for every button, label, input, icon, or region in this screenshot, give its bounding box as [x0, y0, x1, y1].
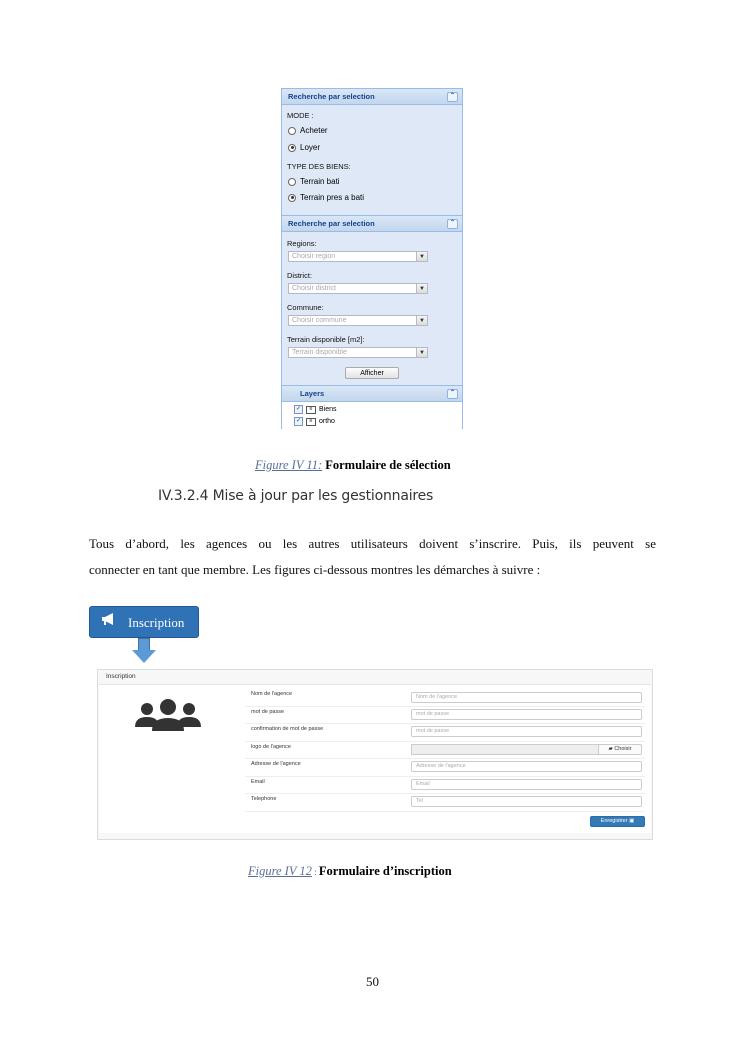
layers-section: [282, 385, 462, 430]
users-group-icon: [133, 695, 203, 735]
section-title: Layers: [300, 389, 325, 398]
field-label: logo de l'agence: [251, 744, 291, 750]
layer-icon: ≡: [306, 406, 316, 414]
terrain-label: Terrain disponible [m2]:: [287, 335, 365, 344]
chevron-down-icon[interactable]: ▼: [416, 251, 428, 262]
collapse-icon[interactable]: ⌃: [447, 92, 458, 102]
page-number: 50: [366, 974, 379, 989]
commune-placeholder: Choisir commune: [292, 317, 347, 324]
figure-reference: Figure IV 11:: [255, 458, 323, 472]
regions-label: Regions:: [287, 239, 317, 248]
radio-label: Loyer: [300, 143, 321, 152]
paragraph-line-1: Tous d’abord, les agences ou les autres utilisateurs doivent s’inscrire. Puis, ils peuvent se: [89, 536, 656, 551]
selection-section: [282, 89, 462, 215]
choose-label: Choisir: [614, 746, 632, 752]
chevron-down-icon[interactable]: ▼: [416, 315, 428, 326]
paragraph-line-2: connecter en tant que membre. Les figures ci-dessous montres les démarches à suivre :: [89, 562, 541, 577]
divider: [245, 776, 645, 777]
form-body: [99, 684, 651, 833]
field-label: mot de passe: [251, 709, 285, 715]
section-header[interactable]: [282, 89, 462, 105]
divider: [245, 723, 645, 724]
email-input[interactable]: Email: [411, 779, 642, 790]
layer-label: ortho: [319, 418, 335, 425]
folder-icon: ▰: [608, 746, 615, 752]
checkbox-icon[interactable]: ✓: [295, 418, 302, 424]
field-label: Email: [251, 779, 265, 785]
divider: [245, 811, 645, 812]
agency-name-input[interactable]: Nom de l'agence: [411, 692, 642, 703]
collapse-icon[interactable]: ⌃: [447, 219, 458, 229]
section-header[interactable]: [282, 216, 462, 232]
logo-file-input[interactable]: [411, 744, 600, 755]
radio-loyer[interactable]: [288, 143, 320, 152]
figure-reference: Figure IV 12: [248, 864, 312, 878]
divider: [245, 706, 645, 707]
address-input[interactable]: Adresse de l'agence: [411, 761, 642, 772]
field-label: Nom de l'agence: [251, 691, 293, 697]
section-heading: IV.3.2.4 Mise à jour par les gestionnaires: [158, 488, 434, 504]
type-label: TYPE DES BIENS:: [287, 162, 351, 171]
password-input[interactable]: mot de passe: [411, 709, 642, 720]
save-label: Enregistrer: [600, 818, 628, 824]
layer-label: Biens: [319, 406, 337, 413]
radio-label: Terrain bati: [300, 177, 340, 186]
choose-file-button[interactable]: [598, 744, 642, 755]
layers-list: [282, 402, 462, 430]
divider: [245, 793, 645, 794]
terrain-select[interactable]: [288, 347, 428, 358]
collapse-icon[interactable]: ⌃: [447, 389, 458, 399]
afficher-button[interactable]: Afficher: [345, 367, 399, 379]
figure-caption-11: [255, 458, 451, 473]
commune-select[interactable]: [288, 315, 428, 326]
section-title: Recherche par selection: [288, 219, 375, 228]
save-icon: ▣: [629, 818, 635, 824]
radio-icon[interactable]: [288, 127, 296, 135]
divider: [245, 758, 645, 759]
figure-caption-12: [248, 864, 452, 879]
district-placeholder: Choisir district: [292, 285, 336, 292]
caption-separator: :: [311, 867, 319, 877]
inscription-form: [97, 669, 653, 840]
field-label: confirmation de mot de passe: [251, 726, 324, 732]
layer-item-ortho[interactable]: [294, 417, 335, 426]
radio-icon[interactable]: [288, 178, 296, 186]
password-confirm-input[interactable]: mot de passe: [411, 726, 642, 737]
radio-terrain-bati[interactable]: [288, 177, 340, 186]
inscription-button[interactable]: [89, 606, 199, 638]
chevron-down-icon[interactable]: ▼: [416, 283, 428, 294]
phone-input[interactable]: Tel: [411, 796, 642, 807]
radio-icon[interactable]: [288, 144, 296, 152]
caption-text: Formulaire de sélection: [322, 458, 451, 472]
section-title: Recherche par selection: [288, 92, 375, 101]
regions-select[interactable]: [288, 251, 428, 262]
district-label: District:: [287, 271, 312, 280]
inscription-label: Inscription: [128, 615, 185, 630]
district-select[interactable]: [288, 283, 428, 294]
radio-label: Acheter: [300, 126, 328, 135]
commune-label: Commune:: [287, 303, 324, 312]
checkbox-icon[interactable]: ✓: [295, 406, 302, 412]
down-arrow-head: [132, 650, 156, 663]
form-title: Inscription: [106, 673, 136, 680]
filter-section: [282, 215, 462, 386]
radio-acheter[interactable]: [288, 126, 328, 135]
radio-icon[interactable]: [288, 194, 296, 202]
regions-placeholder: Choisir region: [292, 253, 336, 260]
field-label: Adresse de l'agence: [251, 761, 301, 767]
layer-icon: ≡: [306, 418, 316, 426]
divider: [245, 741, 645, 742]
field-label: Telephone: [251, 796, 277, 802]
terrain-placeholder: Terrain disponible: [292, 349, 347, 356]
radio-terrain-pres-a-bati[interactable]: [288, 193, 364, 202]
chevron-down-icon[interactable]: ▼: [416, 347, 428, 358]
radio-label: Terrain pres a bati: [300, 193, 365, 202]
save-button[interactable]: [590, 816, 645, 827]
layer-item-biens[interactable]: [294, 405, 337, 414]
caption-text: Formulaire d’inscription: [318, 864, 452, 878]
section-header[interactable]: [282, 386, 462, 402]
megaphone-icon: [101, 607, 117, 637]
selection-panel: [281, 88, 463, 429]
mode-label: MODE :: [287, 111, 314, 120]
